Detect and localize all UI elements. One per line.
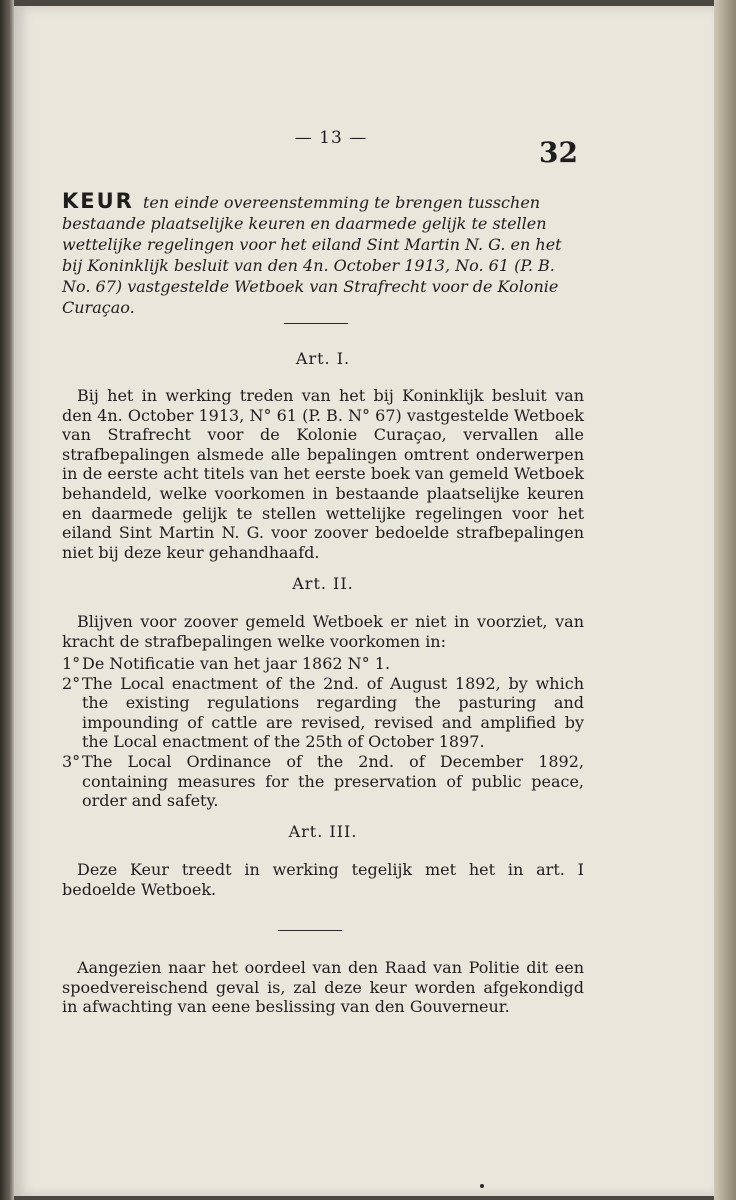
closing-paragraph: Aangezien naar het oordeel van den Raad van Politie dit een spoedvereischend geval is, zal deze keur worden afgekondigd in afwachting van eene beslissing van den Gouverneur.: [62, 958, 584, 1017]
document-number: 32: [539, 136, 578, 169]
article-3-text: Deze Keur treedt in werking tegelijk met het in art. I bedoelde Wetboek.: [62, 860, 584, 899]
list-text: De Notificatie van het jaar 1862 N° 1.: [82, 654, 391, 673]
article-2-list: [62, 654, 584, 811]
list-number: 2°: [62, 673, 81, 693]
list-text: The Local enactment of the 2nd. of August 1892, by which the existing regulations regarding the pasturing and impounding of cattle are revised, revised and amplified by the Local enactment of the 25th of October 1897.: [82, 673, 584, 752]
article-1-heading: Art. I.: [295, 349, 351, 368]
title-text: ten einde overeenstemming te brengen tusschen bestaande plaatselijke keuren en daarmede gelijk te stellen wettelijke regelingen voor het eiland Sint Martin N. G. en het bij Koninklijk besluit van den 4n. October 1913, No. 61 (P. B. No. 67) vastgestelde Wetboek van Strafrecht voor de Kolonie Curaçao.: [62, 193, 562, 317]
page-number: — 13 —: [294, 128, 368, 148]
document-page: [14, 6, 714, 1196]
title-block: [62, 191, 584, 318]
title-keyword: KEUR: [62, 189, 134, 213]
article-1-text: Bij het in werking treden van het bij Koninklijk besluit van den 4n. October 1913, N° 61 (P. B. N° 67) vastgestelde Wetboek van Strafrecht voor de Kolonie Curaçao, vervallen alle strafbepalingen alsmede alle bepalingen omtrent onderwerpen in de eerste acht titels van het eerste boek van gemeld Wetboek behandeld, welke voorkomen in bestaande plaatselijke keuren en daarmede gelijk te stellen wettelijke regelingen voor het eiland Sint Martin N. G. voor zoover bedoelde strafbepalingen niet bij deze keur gehandhaafd.: [62, 386, 584, 562]
ink-speck: [480, 1184, 484, 1188]
divider-rule: [284, 323, 348, 324]
list-item: [62, 752, 584, 811]
divider-rule: [278, 930, 342, 931]
list-item: [62, 654, 584, 674]
list-number: 1°: [62, 654, 81, 673]
list-text: The Local Ordinance of the 2nd. of December 1892, containing measures for the preservation of public peace, order and safety.: [82, 751, 584, 811]
article-2-text: Blijven voor zoover gemeld Wetboek er niet in voorziet, van kracht de strafbepalingen welke voorkomen in:: [62, 612, 584, 651]
book-spine: [0, 0, 14, 1200]
list-number: 3°: [62, 751, 81, 771]
article-2-heading: Art. II.: [292, 574, 354, 593]
list-item: [62, 674, 584, 752]
article-3-heading: Art. III.: [288, 822, 358, 841]
page-edges: [714, 0, 736, 1200]
